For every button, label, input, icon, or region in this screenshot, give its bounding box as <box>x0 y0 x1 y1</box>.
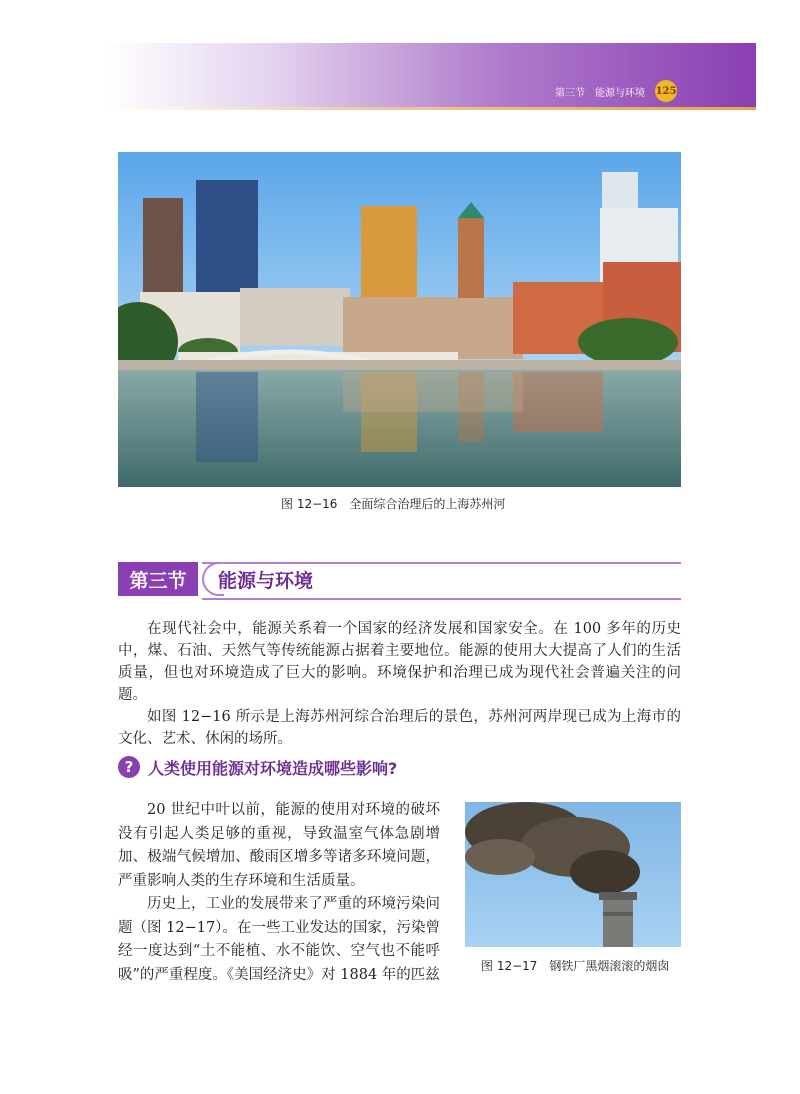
figure-12-17-caption: 图 12−17 钢铁厂黑烟滚滚的烟囱 <box>481 959 670 973</box>
header-topic: 能源与环境 <box>595 87 645 99</box>
header-underline <box>105 107 756 110</box>
body-text <box>118 799 440 987</box>
header-section: 第三节 <box>555 87 585 99</box>
intro-paragraph-1: 在现代社会中，能源关系着一个国家的经济发展和国家安全。在 100 多年的历史中，煤、石油、天然气等传统能源占据着主要地位。能源的使用大大提高了人们的生活质量，但也对环境造成了巨大的影响。环境保护和治理已成为现代社会普遍关注的问题。 <box>118 621 681 703</box>
intro-text <box>118 618 681 750</box>
running-header <box>555 81 677 101</box>
question-text: 人类使用能源对环境造成哪些影响? <box>148 758 398 778</box>
section-heading <box>118 562 681 598</box>
body-paragraph-1: 20 世纪中叶以前，能源的使用对环境的破坏没有引起人类足够的重视，导致温室气体急剧增加、极端气候增加、酸雨区增多等诸多环境问题，严重影响人类的生存环境和生活质量。 <box>118 802 440 889</box>
body-paragraph-2: 历史上，工业的发展带来了严重的环境污染问题（图 12−17）。在一些工业发达的国家，污染曾经一度达到“土不能植、水不能饮、空气也不能呼吸”的严重程度。《美国经济史》对 1884 年的匹兹 <box>118 896 440 983</box>
section-number-label: 第三节 <box>118 562 198 596</box>
suzhou-creek-photo <box>118 152 681 487</box>
smokestack-photo <box>465 802 681 947</box>
section-title: 能源与环境 <box>218 570 314 592</box>
question-icon: ? <box>118 756 140 778</box>
intro-paragraph-2: 如图 12−16 所示是上海苏州河综合治理后的景色，苏州河两岸现已成为上海市的文化、艺术、休闲的场所。 <box>118 709 681 747</box>
page-number: 125 <box>655 80 677 102</box>
question-prompt <box>118 754 397 780</box>
figure-12-16-caption: 图 12−16 全面综合治理后的上海苏州河 <box>281 497 506 511</box>
